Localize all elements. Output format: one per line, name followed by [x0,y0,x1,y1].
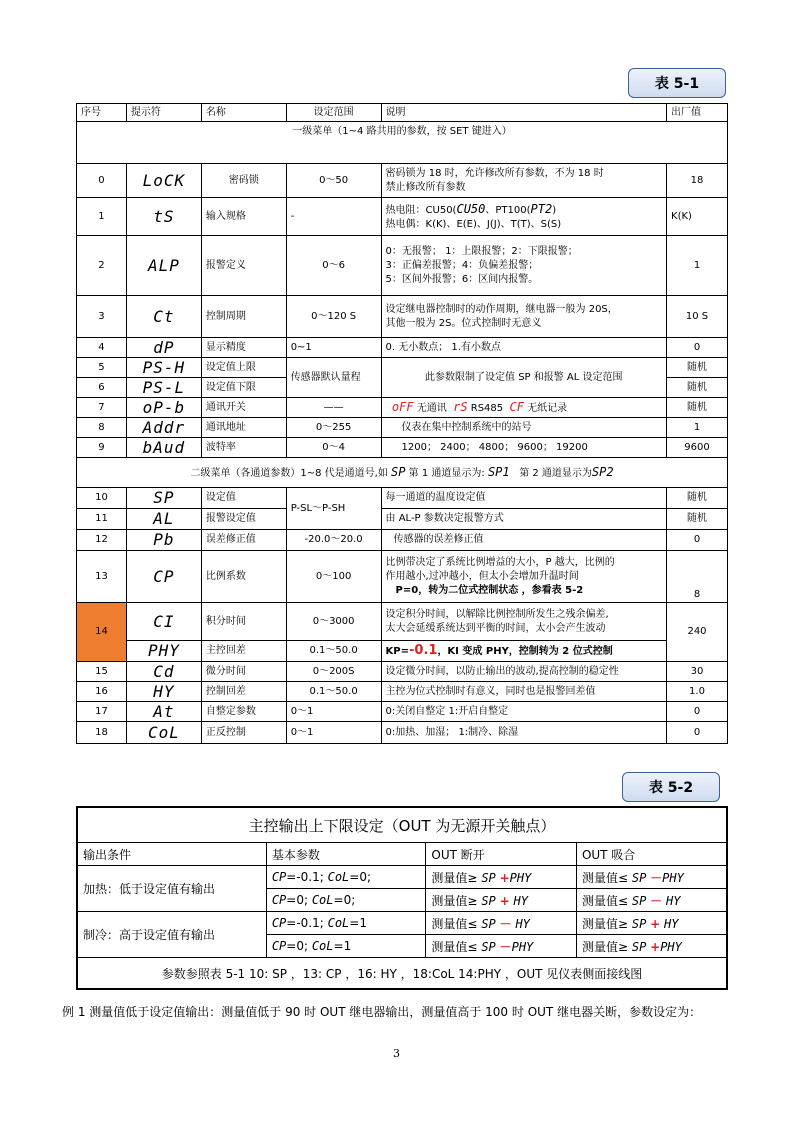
row-symbol: CP [126,551,201,603]
on-cell [576,935,727,958]
seg-cp: CP [271,870,287,884]
seg-sp1: SP1 [487,464,510,479]
row-symbol: PS-H [126,358,201,378]
row-default: 随机 [667,488,728,509]
row-name: 设定值下限 [201,378,286,398]
row-desc [381,236,666,296]
row-symbol: oP-b [126,398,201,418]
row-name: 积分时间 [201,603,286,641]
minus-sign: － [650,870,663,885]
row-symbol: SP [126,488,201,509]
row-name: 控制回差 [201,682,286,702]
row-default: 240 [667,603,728,662]
seg-phy: PHY [509,870,532,885]
row-symbol: Pb [126,530,201,551]
row-no: 11 [77,509,127,530]
desc-line: P=0，转为二位式控制状态 ，参看表 5-2 [395,584,584,596]
row-symbol: ALP [126,236,201,296]
row-default: 0 [667,338,728,358]
row-default: 1 [667,236,728,296]
op: ≤ [617,893,629,908]
row-range: 0～1 [286,702,381,722]
row-name: 自整定参数 [201,702,286,722]
row-name: 波特率 [201,438,286,458]
seg-off: oFF [391,399,414,414]
header-no: 序号 [77,104,127,122]
table-row [77,164,728,198]
desc-line: 5：区间外报警；6：区间内报警。 [385,273,539,285]
row-symbol: CoL [126,722,201,744]
seg-col: CoL [311,893,334,907]
meas-text: 测量值 [431,916,468,931]
row-range: 0.1～50.0 [286,682,381,702]
seg-hy: HY [664,916,679,931]
parameter-table [76,103,728,744]
params-cell [266,866,426,889]
row-symbol: AL [126,509,201,530]
row-symbol: bAud [126,438,201,458]
row-name: 比例系数 [201,551,286,603]
row-no: 2 [77,236,127,296]
desc-line: 作用越小,过冲越小，但太小会增加升温时间 [385,570,579,582]
plus-sign: + [499,893,510,908]
row-range: 0～50 [286,164,381,198]
table-header-row [77,104,728,122]
row-desc: 每一通道的温度设定值 [381,488,666,509]
menu2-label [77,458,728,488]
op: ≤ [617,870,629,885]
table-footer-row [77,958,727,990]
param-text: =0; [286,939,312,953]
row-desc: 0:关闭自整定 1:开启自整定 [381,702,666,722]
row-desc [381,296,666,338]
on-cell [576,866,727,889]
row-desc: 由 AL-P 参数决定报警方式 [381,509,666,530]
header-default: 出厂值 [667,104,728,122]
seg-sp: SP [481,916,496,931]
table-row [77,236,728,296]
row-no: 7 [77,398,127,418]
row-no: 6 [77,378,127,398]
meas-text: 测量值 [431,870,468,885]
header-desc: 说明 [381,104,666,122]
row-desc [381,198,666,236]
param-text: =0; [349,870,372,884]
param-text: =1 [333,939,352,953]
row-range: 0.1～50.0 [286,641,381,662]
row-default: 18 [667,164,728,198]
plus-sign: + [499,870,510,885]
desc-line: 设定积分时间，以解除比例控制所发生之残余偏差, [385,608,609,620]
meas-text: 测量值 [581,870,618,885]
table-row [77,682,728,702]
row-range: 0～1 [286,722,381,744]
row-name: 设定值 [201,488,286,509]
header-params: 基本参数 [266,843,426,866]
desc-text: ) [552,204,557,216]
row-name: 密码锁 [201,164,286,198]
seg-phy: PHY [511,939,534,954]
row-desc: 0:加热、加湿； 1:制冷、除湿 [381,722,666,744]
row-default: 30 [667,662,728,682]
seg-col: CoL [327,916,350,930]
seg-phy: PHY [662,870,684,885]
row-default: 随机 [667,398,728,418]
table-row [77,641,728,662]
table-row [77,296,728,338]
row-no: 5 [77,358,127,378]
table-row [77,488,728,509]
row-no: 9 [77,438,127,458]
row-no: 1 [77,198,127,236]
row-no: 3 [77,296,127,338]
desc-line: 禁止修改所有参数 [385,181,466,193]
desc-text: RS485 [470,402,504,414]
row-no: 4 [77,338,127,358]
row-range: 0～3000 [286,603,381,641]
row-symbol: Addr [126,418,201,438]
desc-line: 热电偶：K(K)、E(E)、J(J)、T(T)、S(S) [385,218,562,230]
row-symbol: CI [126,603,201,641]
row-symbol: PHY [126,641,201,662]
seg-pt2: PT2 [530,201,553,216]
minus-sign: － [650,893,663,908]
param-text: =-0.1; [286,916,328,930]
row-desc: 仪表在集中控制系统中的站号 [381,418,666,438]
plus-sign: + [650,916,661,931]
table-row [77,866,727,889]
meas-text: 测量值 [431,939,468,954]
row-name: 报警设定值 [201,509,286,530]
header-range: 设定范围 [286,104,381,122]
row-default: 8 [667,551,728,603]
row-desc: 设定微分时间，以防止输出的波动,提高控制的稳定性 [381,662,666,682]
seg-phy: PHY [660,939,682,954]
row-default: K(K) [667,198,728,236]
meas-text: 测量值 [581,916,618,931]
row-symbol: PS-L [126,378,201,398]
table-5-2-tag: 表 5-2 [622,772,720,802]
header-name: 名称 [201,104,286,122]
desc-line: 0：无报警； 1：上限报警；2：下限报警； [385,245,578,257]
op: ≥ [467,893,478,908]
row-name: 控制周期 [201,296,286,338]
row-desc [381,551,666,603]
seg-rs: rS [453,399,468,414]
meas-text: 测量值 [431,893,468,908]
row-desc: 1200； 2400； 4800； 9600； 19200 [381,438,666,458]
row-symbol: Ct [126,296,201,338]
row-range: - [286,198,381,236]
seg-cp: CP [271,939,287,953]
menu2-text: 第 2 通道显示为 [519,467,592,479]
op: ≥ [467,870,478,885]
row-range: 0～6 [286,236,381,296]
row-name: 设定值上限 [201,358,286,378]
seg-cp: CP [271,916,287,930]
op: ≤ [467,939,478,954]
params-cell [266,935,426,958]
row-desc: 此参数限制了设定值 SP 和报警 AL 设定范围 [381,358,666,398]
page-number: 3 [393,1047,400,1060]
row-symbol: Cd [126,662,201,682]
table-title-row [77,807,727,843]
row-symbol: HY [126,682,201,702]
row-symbol: dP [126,338,201,358]
table-header-row [77,843,727,866]
row-desc: 0. 无小数点； 1.有小数点 [381,338,666,358]
params-cell [266,912,426,935]
row-desc [381,603,666,641]
table-title: 主控输出上下限设定（OUT 为无源开关触点） [77,807,727,843]
row-range: 0～255 [286,418,381,438]
kp-value: -0.1 [409,642,438,658]
off-cell [426,889,577,912]
table-row [77,418,728,438]
seg-sp: SP [631,893,647,908]
row-default: 9600 [667,438,728,458]
row-name: 通讯地址 [201,418,286,438]
row-symbol: LoCK [126,164,201,198]
row-default: 0 [667,702,728,722]
op: ≤ [467,916,478,931]
row-name: 正反控制 [201,722,286,744]
table-row [77,398,728,418]
off-cell [426,912,577,935]
row-desc [381,641,666,662]
row-default: 0 [667,530,728,551]
row-no: 13 [77,551,127,603]
row-no: 15 [77,662,127,682]
desc-line: 设定继电器控制时的动作周期，继电器一般为 20S， [385,303,618,315]
seg-sp: SP [631,870,647,885]
desc-line [386,202,662,218]
row-no: 0 [77,164,127,198]
row-range: 0～120 S [286,296,381,338]
desc-line: 太大会延缓系统达到平衡的时间，太小会产生波动 [385,622,606,634]
row-symbol: tS [126,198,201,236]
table-5-1-tag: 表 5-1 [628,68,726,98]
table-row [77,603,728,641]
seg-sp: SP [631,916,647,931]
table-row [77,702,728,722]
seg-sp: SP [631,939,647,954]
table-row [77,198,728,236]
off-cell [426,935,577,958]
desc-text: 无通讯 [416,402,447,414]
cool-condition: 制冷：高于设定值有输出 [77,912,266,958]
row-name: 微分时间 [201,662,286,682]
row-name: 误差修正值 [201,530,286,551]
params-cell [266,889,426,912]
row-range: P-SL～P-SH [286,488,381,530]
row-name: 输入规格 [201,198,286,236]
on-cell [576,889,727,912]
row-desc: 传感器的误差修正值 [381,530,666,551]
row-default: 随机 [667,358,728,378]
meas-text: 测量值 [581,939,618,954]
param-text: =-0.1; [286,870,328,884]
desc-text: 无纸记录 [527,402,568,414]
row-default: 随机 [667,509,728,530]
table-row [77,530,728,551]
table-row [77,338,728,358]
row-no: 10 [77,488,127,509]
row-no: 18 [77,722,127,744]
table-row [77,912,727,935]
row-default: 0 [667,722,728,744]
seg-hy: HY [515,916,530,931]
seg-hy: HY [665,893,681,908]
table-row [77,509,728,530]
menu1-row [77,122,728,164]
desc-text: 、PT100( [485,204,531,216]
row-no: 14 [77,603,127,662]
seg-hy: HY [513,893,528,908]
row-no: 17 [77,702,127,722]
off-cell [426,866,577,889]
row-default: 1.0 [667,682,728,702]
desc-line: 3：正偏差报警；4：负偏差报警； [385,259,539,271]
param-text: =1 [349,916,367,930]
seg-cp: CP [271,893,287,907]
menu2-row [77,458,728,488]
row-default: 1 [667,418,728,438]
row-name: 显示精度 [201,338,286,358]
header-on: OUT 吸合 [576,843,727,866]
param-text: =0; [333,893,356,907]
seg-sp: SP [481,939,496,954]
table-footnote: 参数参照表 5-1 10: SP ，13: CP ，16: HY ，18:CoL 14:PHY ，OUT 见仪表侧面接线图 [77,958,727,990]
op: ≥ [617,916,629,931]
plus-sign: + [650,939,661,954]
table-row [77,662,728,682]
row-range: 传感器默认量程 [286,358,381,398]
minus-sign: － [499,916,512,931]
seg-sp: SP [391,464,406,479]
row-range: 0～200S [286,662,381,682]
seg-col: CoL [327,870,350,884]
menu2-text: 第 1 通道显示为: [408,467,485,479]
row-range: 0~1 [286,338,381,358]
meas-text: 测量值 [581,893,618,908]
desc-text: KP= [385,645,409,657]
seg-cu50: CU50 [456,201,486,216]
row-range: 0～100 [286,551,381,603]
minus-sign: － [499,939,512,954]
row-range: —— [286,398,381,418]
row-desc: 主控为位式控制时有意义，同时也是报警回差值 [381,682,666,702]
row-no: 12 [77,530,127,551]
row-name: 通讯开关 [201,398,286,418]
menu1-label: 一级菜单（1~4 路共用的参数，按 SET 键进入） [77,122,728,164]
menu2-text: 二级菜单（各通道参数）1~8 代是通道号,如 [190,467,388,479]
table-row [77,438,728,458]
row-default: 随机 [667,378,728,398]
example-text: 例 1 测量值低于设定值输出：测量值低于 90 时 OUT 继电器输出，测量值高于 100 时 OUT 继电器关断，参数设定为： [62,1005,702,1019]
heat-condition: 加热：低于设定值有输出 [77,866,266,912]
header-condition: 输出条件 [77,843,266,866]
desc-text: 热电阻：CU50( [385,204,457,216]
seg-sp: SP [481,870,496,885]
row-no: 8 [77,418,127,438]
seg-sp2: SP2 [591,464,614,479]
row-name: 报警定义 [201,236,286,296]
desc-line: 密码锁为 18 时，允许修改所有参数，不为 18 时 [385,167,604,179]
table-row [77,358,728,378]
seg-col: CoL [311,939,334,953]
row-desc [381,164,666,198]
op: ≥ [617,939,629,954]
header-symbol: 提示符 [126,104,201,122]
desc-text: ，KI 变成 PHY，控制转为 2 位式控制 [437,645,613,657]
row-desc [381,398,666,418]
header-off: OUT 断开 [426,843,577,866]
row-symbol: At [126,702,201,722]
seg-sp: SP [481,893,496,908]
output-limit-table [76,806,728,990]
desc-line: 其他一般为 2S。位式控制时无意义 [385,317,542,329]
row-no: 16 [77,682,127,702]
row-range: -20.0～20.0 [286,530,381,551]
param-text: =0; [286,893,312,907]
row-name: 主控回差 [201,641,286,662]
row-range: 0～4 [286,438,381,458]
desc-line: 比例带决定了系统比例增益的大小，P 越大，比例的 [385,556,615,568]
row-default: 10 S [667,296,728,338]
seg-cf: CF [509,399,524,414]
table-row [77,722,728,744]
on-cell [576,912,727,935]
table-row [77,551,728,603]
